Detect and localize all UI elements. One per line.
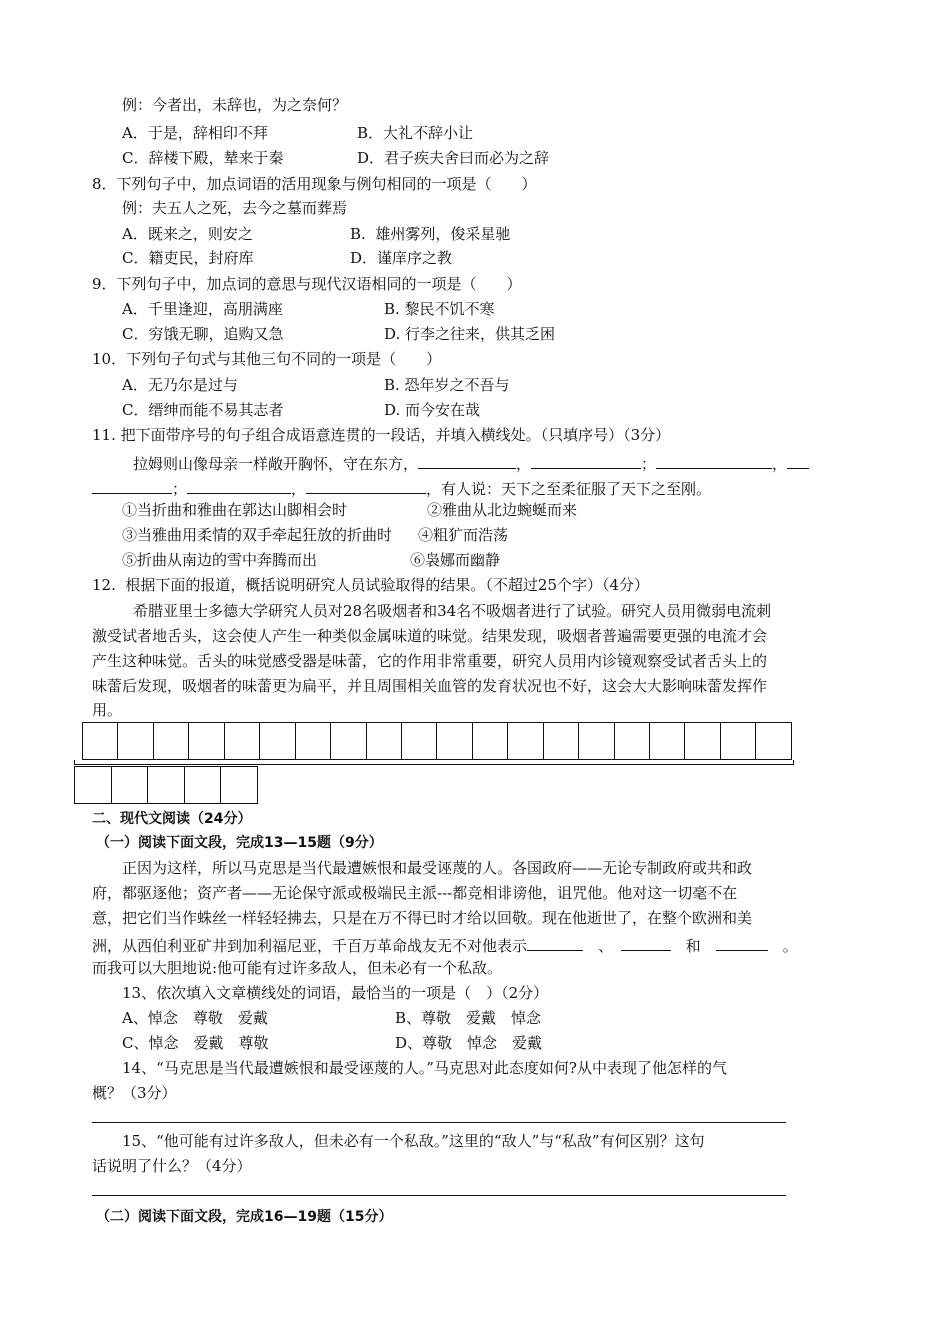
answer-grid-cell[interactable] xyxy=(437,723,472,760)
q9-stem: 9．下列句子中，加点词的意思与现代汉语相同的一项是（ ） xyxy=(92,275,522,293)
q12-passage-line1: 希腊亚里士多德大学研究人员对28名吸烟者和34名不吸烟者进行了试验。研究人员用微弱电流刺 xyxy=(133,602,772,620)
answer-grid-row-1 xyxy=(82,722,792,760)
q12-stem: 12. 根据下面的报道，概括说明研究人员试验取得的结果。（不超过25个字）（4分） xyxy=(92,576,650,594)
answer-grid-cell[interactable] xyxy=(508,723,543,760)
q11-option-2: ②雅曲从北边蜿蜒而来 xyxy=(427,501,578,519)
q11-sentence-line2: ； ， ，有人说：天下之至柔征服了天下之至刚。 xyxy=(92,479,711,497)
q12-passage-line5: 用。 xyxy=(92,701,123,719)
q15-answer-line[interactable] xyxy=(92,1195,786,1196)
q11-option-5: ⑤折曲从南边的雪中奔腾而出 xyxy=(122,551,318,569)
q8-option-a: A．既来之，则安之 xyxy=(122,225,253,243)
q11-option-1: ①当折曲和雅曲在郭达山脚相会时 xyxy=(122,501,348,519)
q11-blank-2[interactable] xyxy=(531,454,641,469)
q8-option-d: D．谨庠序之教 xyxy=(350,249,453,267)
answer-grid-cell[interactable] xyxy=(184,767,221,804)
q12-passage-line2: 激受试者地舌头，这会使人产生一种类似金属味道的味觉。结果发现，吸烟者普遍需要更强的电流才会 xyxy=(92,627,768,645)
answer-grid-cell[interactable] xyxy=(153,723,188,760)
q11-sentence-start: 拉姆则山像母亲一样敞开胸怀，守在东方， xyxy=(133,455,419,473)
q11-blank-5[interactable] xyxy=(187,479,291,494)
answer-grid-cell[interactable] xyxy=(685,723,720,760)
answer-grid-cell[interactable] xyxy=(401,723,436,760)
q7-option-b: B．大礼不辞小让 xyxy=(357,124,474,142)
q14-stem-line2: 概？（3分） xyxy=(92,1084,177,1102)
q11-blank-6[interactable] xyxy=(306,479,426,494)
answer-grid-cell[interactable] xyxy=(650,723,685,760)
answer-grid-cell[interactable] xyxy=(579,723,614,760)
q10-option-b: B. 恐年岁之不吾与 xyxy=(384,376,510,394)
q12-passage-line4: 味蕾后发现，吸烟者的味蕾更为扁平，并且周围相关血管的发育状况也不好，这会大大影响味蕾发挥作 xyxy=(92,677,768,695)
q11-option-4: ④粗犷而浩荡 xyxy=(418,526,509,544)
answer-grid-cell[interactable] xyxy=(543,723,578,760)
q7-option-d: D．君子疾夫舍曰而必为之辞 xyxy=(357,149,550,167)
passage-line5: 而我可以大胆地说:他可能有过许多敌人，但未必有一个私敌。 xyxy=(92,959,503,977)
q13-option-a: A、悼念 尊敬 爱戴 xyxy=(122,1009,268,1027)
passage-blank-2[interactable] xyxy=(621,936,671,951)
passage-sep-1: 、 xyxy=(598,937,606,955)
q11-blank-1[interactable] xyxy=(418,454,516,469)
section2-part2-title: （二）阅读下面文段，完成16—19题（15分） xyxy=(96,1209,393,1225)
passage-blank-1[interactable] xyxy=(527,936,583,951)
q11-blank-4-start[interactable] xyxy=(787,454,809,469)
section2-part1-title: （一）阅读下面文段，完成13—15题（9分） xyxy=(96,835,383,851)
q13-option-b: B、尊敬 爱戴 悼念 xyxy=(395,1009,542,1027)
q13-stem: 13、依次填入文章横线处的词语，最恰当的一项是（ ）（2分） xyxy=(122,984,549,1002)
q11-sentence-line1: 拉姆则山像母亲一样敞开胸怀，守在东方， ， ； ， xyxy=(133,454,809,472)
q11-option-3: ③当雅曲用柔情的双手牵起狂放的折曲时 xyxy=(122,526,393,544)
q10-option-c: C．缙绅而能不易其志者 xyxy=(122,401,284,419)
q9-option-c: C．穷饿无聊，追购又急 xyxy=(122,325,284,343)
q11-blank-4-end[interactable] xyxy=(92,479,172,494)
passage-line4-text: 洲，从西伯利亚矿井到加利福尼亚，千百万革命战友无不对他表示 xyxy=(92,937,528,955)
q12-passage-line3: 产生这种味觉。舌头的味觉感受器是味蕾，它的作用非常重要，研究人员用内诊镜观察受试者舌头上的 xyxy=(92,652,768,670)
answer-grid-cell[interactable] xyxy=(260,723,295,760)
answer-grid-cell[interactable] xyxy=(614,723,649,760)
answer-grid-cell[interactable] xyxy=(189,723,224,760)
passage-line3: 意，把它们当作蛛丝一样轻轻拂去，只是在万不得已时才给以回敬。现在他逝世了，在整个欧洲和美 xyxy=(92,909,753,927)
answer-grid-cell[interactable] xyxy=(295,723,330,760)
q15-stem-line2: 话说明了什么？（4分） xyxy=(92,1157,252,1175)
q8-option-b: B. 雄州雾列，俊采星驰 xyxy=(350,225,511,243)
passage-end-mark: 。 xyxy=(782,937,798,955)
passage-sep-2: 和 xyxy=(685,937,701,955)
answer-grid-cell[interactable] xyxy=(83,723,118,760)
q10-option-a: A．无乃尔是过与 xyxy=(122,376,238,394)
q10-option-d: D. 而今安在哉 xyxy=(384,401,481,419)
q14-stem-line1: 14、“马克思是当代最遭嫉恨和最受诬蔑的人。”马克思对此态度如何?从中表现了他怎样的气 xyxy=(122,1059,727,1077)
q13-option-d: D、尊敬 悼念 爱戴 xyxy=(395,1034,543,1052)
answer-grid-cell[interactable] xyxy=(148,767,185,804)
answer-grid-cell[interactable] xyxy=(221,767,258,804)
answer-grid-cell[interactable] xyxy=(111,767,148,804)
q7-example: 例：今者出，未辞也，为之奈何？ xyxy=(122,96,348,114)
q11-blank-3[interactable] xyxy=(656,454,772,469)
section2-title: 二、现代文阅读（24分） xyxy=(92,811,252,827)
q7-option-a: A．于是，辞相印不拜 xyxy=(122,124,268,142)
q11-stem: 11. 把下面带序号的句子组合成语意连贯的一段话，并填入横线处。（只填序号）（3分） xyxy=(92,426,671,444)
passage-blank-3[interactable] xyxy=(716,936,768,951)
passage-line1: 正因为这样，所以马克思是当代最遭嫉恨和最受诬蔑的人。各国政府——无论专制政府或共和政 xyxy=(122,859,753,877)
passage-line4 xyxy=(92,936,798,954)
q8-example: 例：夫五人之死，去今之墓而葬焉 xyxy=(122,199,348,217)
q9-option-a: A．千里逢迎，高朋满座 xyxy=(122,300,283,318)
q9-option-d: D. 行李之往来，供其乏困 xyxy=(384,325,556,343)
answer-grid-cell[interactable] xyxy=(224,723,259,760)
answer-grid-cell[interactable] xyxy=(366,723,401,760)
q14-answer-line[interactable] xyxy=(92,1122,786,1123)
q13-option-c: C、悼念 爱戴 尊敬 xyxy=(122,1034,269,1052)
answer-grid-cell[interactable] xyxy=(472,723,507,760)
q11-sentence-tail: ，有人说：天下之至柔征服了天下之至刚。 xyxy=(426,480,712,498)
q10-stem: 10．下列句子句式与其他三句不同的一项是（ ） xyxy=(92,350,442,368)
q9-option-b: B. 黎民不饥不寒 xyxy=(384,300,495,318)
answer-grid-cell[interactable] xyxy=(75,767,112,804)
q8-option-c: C．籍吏民，封府库 xyxy=(122,249,254,267)
answer-grid-cell[interactable] xyxy=(118,723,153,760)
q11-option-6: ⑥袅娜而幽静 xyxy=(410,551,501,569)
q15-stem-line1: 15、“他可能有过许多敌人，但未必有一个私敌。”这里的“敌人”与“私敌”有何区别？这句 xyxy=(122,1132,705,1150)
passage-line2: 府，都驱逐他；资产者——无论保守派或极端民主派---都竞相诽谤他，诅咒他。他对这一切毫不在 xyxy=(92,884,738,902)
answer-grid-cell[interactable] xyxy=(756,723,792,760)
answer-grid-cell[interactable] xyxy=(331,723,366,760)
answer-grid-row-2 xyxy=(74,766,258,804)
answer-grid-divider xyxy=(74,760,794,765)
q7-option-c: C．辞楼下殿，辇来于秦 xyxy=(122,149,284,167)
answer-grid-cell[interactable] xyxy=(720,723,755,760)
q8-stem: 8．下列句子中，加点词语的活用现象与例句相同的一项是（ ） xyxy=(92,175,537,193)
